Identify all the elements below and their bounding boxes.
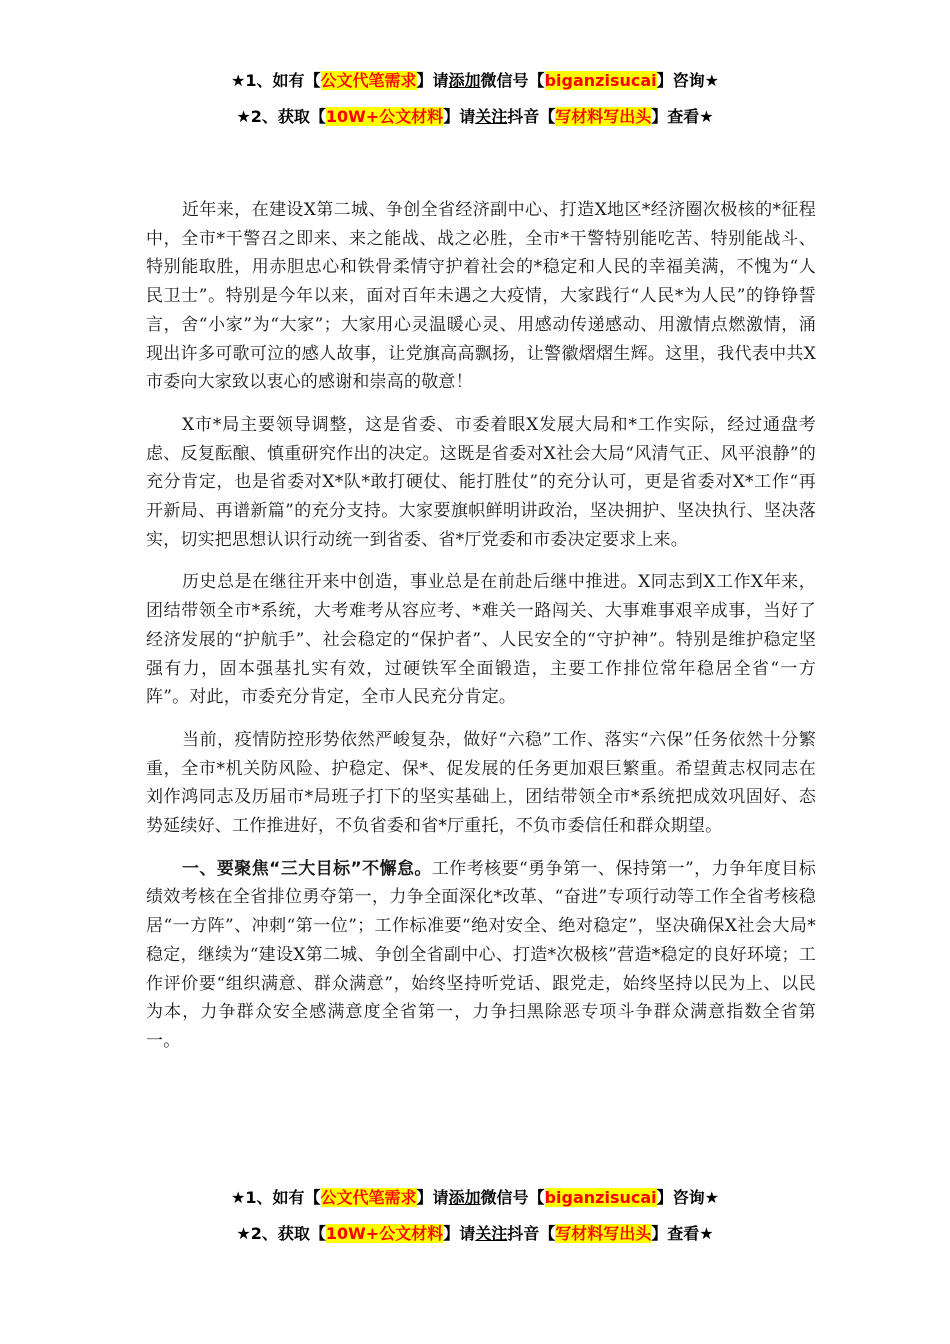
- banner-highlight: biganzisucai: [544, 71, 657, 90]
- banner-text: 】请: [443, 107, 476, 126]
- paragraph: 当前，疫情防控形势依然严峻复杂，做好“六稳”工作、落实“六保”任务依然十分繁重，全市*机关防风险、护稳定、保*、促发展的任务更加艰巨繁重。希望黄志权同志在刘作鸿同志及历届市*局班子打下的坚实基础上，团结带领全市*系统把成效巩固好、态势延续好、工作推进好，不负省委和省*厅重托，不负市委信任和群众期望。: [146, 729, 816, 837]
- section-paragraph: [146, 855, 816, 1056]
- banner-text: 】查看★: [651, 1224, 714, 1243]
- banner-highlight: 10W+公文材料: [325, 107, 444, 126]
- section-heading: 一、要聚焦“三大目标”不懈怠。: [182, 858, 432, 879]
- banner-text: 抖音【: [507, 107, 556, 126]
- banner-underlined-text: 添加: [448, 1188, 481, 1207]
- document-body: [146, 196, 816, 1070]
- banner-highlight: 公文代笔需求: [320, 71, 417, 90]
- paragraph: 历史总是在继往开来中创造，事业总是在前赴后继中推进。X同志到X工作X年来，团结带领全市*系统，大考难考从容应考、*难关一路闯关、大事难事艰辛成事，当好了经济发展的“护航手”、社会稳定的“保护者”、人民安全的“守护神”。特别是维护稳定坚强有力，固本强基扎实有效，过硬铁军全面锻造，主要工作排位常年稳居全省“一方阵”。对此，市委充分肯定，全市人民充分肯定。: [146, 572, 816, 708]
- banner-line-1: [0, 1187, 950, 1209]
- banner-underlined-text: 关注: [475, 1224, 508, 1243]
- banner-text: 】请: [416, 71, 449, 90]
- banner-highlight: 写材料写出头: [555, 107, 652, 126]
- banner-text: 】咨询★: [656, 71, 719, 90]
- paragraph: X市*局主要领导调整，这是省委、市委着眼X发展大局和*工作实际，经过通盘考虑、反复酝酿、慎重研究作出的决定。这既是省委对X社会大局“风清气正、风平浪静”的充分肯定，也是省委对X*队*敢打硬仗、能打胜仗”的充分认可，更是省委对X*工作“再开新局、再谱新篇”的充分支持。大家要旗帜鲜明讲政治，坚决拥护、坚决执行、坚决落实，切实把思想认识行动统一到省委、省*厅党委和市委决定要求上来。: [146, 414, 816, 550]
- bottom-banner: [0, 1187, 950, 1245]
- banner-text: ★1、如有【: [231, 1188, 321, 1207]
- banner-underlined-text: 添加: [448, 71, 481, 90]
- banner-line-1: [0, 70, 950, 92]
- banner-text: 】请: [416, 1188, 449, 1207]
- banner-text: 】查看★: [651, 107, 714, 126]
- banner-text: ★2、获取【: [236, 1224, 326, 1243]
- top-banner: [0, 70, 950, 128]
- banner-highlight: 公文代笔需求: [320, 1188, 417, 1207]
- banner-text: ★1、如有【: [231, 71, 321, 90]
- banner-underlined-text: 关注: [475, 107, 508, 126]
- paragraph: 近年来，在建设X第二城、争创全省经济副中心、打造X地区*经济圈次极核的*征程中，全市*干警召之即来、来之能战、战之必胜，全市*干警特别能吃苦、特别能战斗、特别能取胜，用赤胆忠心和铁骨柔情守护着社会的*稳定和人民的幸福美满，不愧为“人民卫士”。特别是今年以来，面对百年未遇之大疫情，大家践行“人民*为人民”的铮铮誓言，舍“小家”为“大家”；大家用心灵温暖心灵、用感动传递感动、用激情点燃激情，涌现出许多可歌可泣的感人故事，让党旗高高飘扬，让警徽熠熠生辉。这里，我代表中共X市委向大家致以衷心的感谢和崇高的敬意！: [146, 200, 816, 393]
- section-text: 工作考核要“勇争第一、保持第一”，力争年度目标绩效考核在全省排位勇夺第一，力争全面深化*改革、“奋进”专项行动等工作全省考核稳居“一方阵”、冲刺“第一位”；工作标准要“绝对安全、绝对稳定”，坚决确保X社会大局*稳定，继续为“建设X第二城、争创全省副中心、打造*次极核”营造*稳定的良好环境；工作评价要“组织满意、群众满意”，始终坚持听党话、跟党走，始终坚持以民为上、以民为本，力争群众安全感满意度全省第一，力争扫黑除恶专项斗争群众满意指数全省第一。: [146, 858, 816, 1051]
- banner-highlight: 写材料写出头: [555, 1224, 652, 1243]
- banner-text: 微信号【: [480, 71, 545, 90]
- banner-highlight: biganzisucai: [544, 1188, 657, 1207]
- banner-text: 】咨询★: [656, 1188, 719, 1207]
- banner-highlight: 10W+公文材料: [325, 1224, 444, 1243]
- banner-line-2: [0, 106, 950, 128]
- banner-text: ★2、获取【: [236, 107, 326, 126]
- banner-text: 微信号【: [480, 1188, 545, 1207]
- banner-line-2: [0, 1223, 950, 1245]
- banner-text: 】请: [443, 1224, 476, 1243]
- banner-text: 抖音【: [507, 1224, 556, 1243]
